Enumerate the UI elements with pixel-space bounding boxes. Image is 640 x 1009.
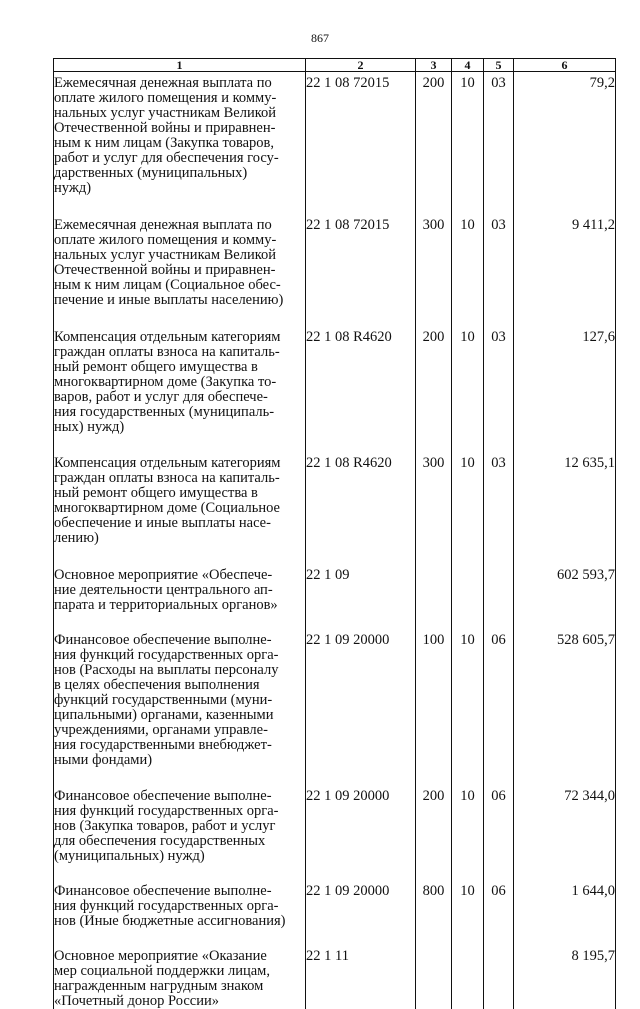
row-code: 22 1 11 xyxy=(306,929,416,1009)
row-code: 22 1 08 R4620 xyxy=(306,308,416,435)
row-name-line: ния государственных (муниципаль- xyxy=(54,405,305,420)
row-name-line: многоквартирном доме (Социальное xyxy=(54,501,305,516)
row-col-4: 10 xyxy=(452,768,484,864)
row-code: 22 1 08 R4620 xyxy=(306,435,416,546)
table-row xyxy=(54,72,616,197)
row-name-line: Основное мероприятие «Оказание xyxy=(54,949,305,964)
row-name xyxy=(54,864,306,929)
row-name-line: оплате жилого помещения и комму- xyxy=(54,91,305,106)
row-name-line: граждан оплаты взноса на капиталь- xyxy=(54,345,305,360)
row-col-3: 200 xyxy=(416,72,452,197)
row-name-line: ципальными) органами, казенными xyxy=(54,708,305,723)
row-name-line: Финансовое обеспечение выполне- xyxy=(54,884,305,899)
header-col-6: 6 xyxy=(514,59,616,72)
table-row xyxy=(54,196,616,308)
header-col-3: 3 xyxy=(416,59,452,72)
table-row xyxy=(54,613,616,768)
header-col-4: 4 xyxy=(452,59,484,72)
row-amount: 1 644,0 xyxy=(514,864,616,929)
row-col-3: 300 xyxy=(416,435,452,546)
row-code: 22 1 08 72015 xyxy=(306,72,416,197)
row-name-line: «Почетный донор России» xyxy=(54,994,305,1009)
row-col-5: 06 xyxy=(484,864,514,929)
row-name-line: Компенсация отдельным категориям xyxy=(54,456,305,471)
row-name xyxy=(54,929,306,1009)
row-col-4: 10 xyxy=(452,72,484,197)
row-name-line: мер социальной поддержки лицам, xyxy=(54,964,305,979)
row-col-3 xyxy=(416,929,452,1009)
table-body xyxy=(54,72,616,1009)
row-name-line: функций государственными (муни- xyxy=(54,693,305,708)
row-name-line: нужд) xyxy=(54,181,305,196)
row-col-3: 800 xyxy=(416,864,452,929)
row-name xyxy=(54,72,306,197)
row-col-3: 100 xyxy=(416,613,452,768)
row-name-line: оплате жилого помещения и комму- xyxy=(54,233,305,248)
row-name-line: ния государственными внебюджет- xyxy=(54,738,305,753)
row-col-5 xyxy=(484,929,514,1009)
table-row xyxy=(54,435,616,546)
row-name xyxy=(54,308,306,435)
row-name-line: Основное мероприятие «Обеспече- xyxy=(54,568,305,583)
header-col-5: 5 xyxy=(484,59,514,72)
row-col-4 xyxy=(452,929,484,1009)
budget-table xyxy=(53,58,616,1009)
row-amount: 528 605,7 xyxy=(514,613,616,768)
row-name-line: обеспечение и иные выплаты насе- xyxy=(54,516,305,531)
row-name-line: лению) xyxy=(54,531,305,546)
row-name-line: варов, работ и услуг для обеспече- xyxy=(54,390,305,405)
row-col-4: 10 xyxy=(452,435,484,546)
row-col-5 xyxy=(484,546,514,613)
table-row xyxy=(54,308,616,435)
page-number: 867 xyxy=(0,31,640,46)
table-row xyxy=(54,864,616,929)
row-name-line: нальных услуг участникам Великой xyxy=(54,106,305,121)
row-amount: 12 635,1 xyxy=(514,435,616,546)
row-name-line: работ и услуг для обеспечения госу- xyxy=(54,151,305,166)
row-col-4: 10 xyxy=(452,308,484,435)
row-name-line: печение и иные выплаты населению) xyxy=(54,293,305,308)
table-row xyxy=(54,929,616,1009)
row-name xyxy=(54,546,306,613)
row-amount: 127,6 xyxy=(514,308,616,435)
row-name-line: для обеспечения государственных xyxy=(54,834,305,849)
row-name-line: награжденным нагрудным знаком xyxy=(54,979,305,994)
header-col-1: 1 xyxy=(54,59,306,72)
row-col-3: 200 xyxy=(416,308,452,435)
row-name-line: ный ремонт общего имущества в xyxy=(54,486,305,501)
row-col-5: 03 xyxy=(484,308,514,435)
row-col-3: 200 xyxy=(416,768,452,864)
row-name-line: многоквартирном доме (Закупка то- xyxy=(54,375,305,390)
row-col-5: 06 xyxy=(484,613,514,768)
row-col-4: 10 xyxy=(452,613,484,768)
row-name-line: в целях обеспечения выполнения xyxy=(54,678,305,693)
row-name-line: граждан оплаты взноса на капиталь- xyxy=(54,471,305,486)
row-name-line: учреждениями, органами управле- xyxy=(54,723,305,738)
row-code: 22 1 09 20000 xyxy=(306,613,416,768)
row-name-line: нов (Расходы на выплаты персоналу xyxy=(54,663,305,678)
row-name-line: дарственных (муниципальных) xyxy=(54,166,305,181)
row-name xyxy=(54,435,306,546)
row-col-3: 300 xyxy=(416,196,452,308)
row-name-line: (муниципальных) нужд) xyxy=(54,849,305,864)
row-name-line: ния функций государственных орга- xyxy=(54,899,305,914)
row-col-4: 10 xyxy=(452,864,484,929)
row-name xyxy=(54,768,306,864)
row-amount: 72 344,0 xyxy=(514,768,616,864)
row-name-line: ния функций государственных орга- xyxy=(54,648,305,663)
row-name-line: ный ремонт общего имущества в xyxy=(54,360,305,375)
table-row xyxy=(54,768,616,864)
row-name-line: Отечественной войны и приравнен- xyxy=(54,263,305,278)
row-code: 22 1 09 xyxy=(306,546,416,613)
row-name-line: ние деятельности центрального ап- xyxy=(54,583,305,598)
row-name-line: парата и территориальных органов» xyxy=(54,598,305,613)
row-name-line: Отечественной войны и приравнен- xyxy=(54,121,305,136)
row-code: 22 1 08 72015 xyxy=(306,196,416,308)
table-header-row xyxy=(54,59,616,72)
table-row xyxy=(54,546,616,613)
row-name-line: Ежемесячная денежная выплата по xyxy=(54,218,305,233)
row-amount: 602 593,7 xyxy=(514,546,616,613)
row-col-5: 06 xyxy=(484,768,514,864)
header-col-2: 2 xyxy=(306,59,416,72)
row-col-4: 10 xyxy=(452,196,484,308)
row-name-line: ния функций государственных орга- xyxy=(54,804,305,819)
row-code: 22 1 09 20000 xyxy=(306,768,416,864)
row-col-5: 03 xyxy=(484,72,514,197)
row-col-5: 03 xyxy=(484,196,514,308)
row-name-line: нов (Закупка товаров, работ и услуг xyxy=(54,819,305,834)
row-name-line: ными фондами) xyxy=(54,753,305,768)
row-name-line: ным к ним лицам (Социальное обес- xyxy=(54,278,305,293)
row-name-line: Финансовое обеспечение выполне- xyxy=(54,789,305,804)
row-name-line: Финансовое обеспечение выполне- xyxy=(54,633,305,648)
row-name-line: Ежемесячная денежная выплата по xyxy=(54,76,305,91)
row-amount: 9 411,2 xyxy=(514,196,616,308)
row-name-line: ным к ним лицам (Закупка товаров, xyxy=(54,136,305,151)
row-amount: 8 195,7 xyxy=(514,929,616,1009)
row-code: 22 1 09 20000 xyxy=(306,864,416,929)
row-col-3 xyxy=(416,546,452,613)
row-col-4 xyxy=(452,546,484,613)
row-name xyxy=(54,613,306,768)
row-name-line: нов (Иные бюджетные ассигнования) xyxy=(54,914,305,929)
row-name-line: Компенсация отдельным категориям xyxy=(54,330,305,345)
row-amount: 79,2 xyxy=(514,72,616,197)
row-name xyxy=(54,196,306,308)
row-col-5: 03 xyxy=(484,435,514,546)
row-name-line: ных) нужд) xyxy=(54,420,305,435)
row-name-line: нальных услуг участникам Великой xyxy=(54,248,305,263)
